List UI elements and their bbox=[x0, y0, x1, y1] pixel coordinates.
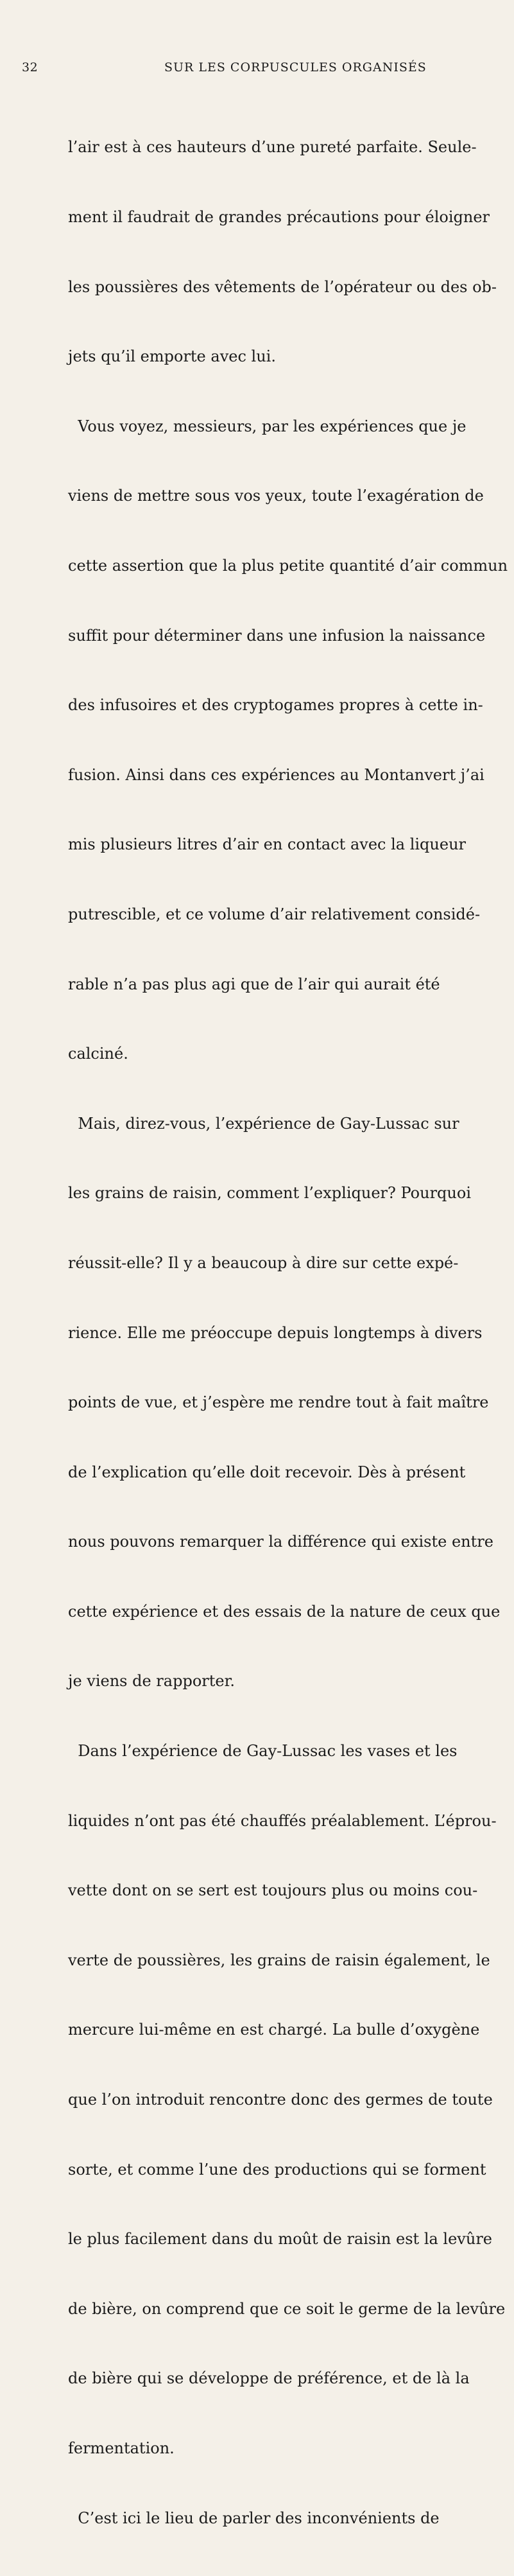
text-line: rience. Elle me préoccupe depuis longtemps à divers bbox=[68, 1323, 483, 1342]
text-line: fusion. Ainsi dans ces expériences au Montanvert j’ai bbox=[68, 765, 484, 784]
text-line: points de vue, et j’espère me rendre tout à fait maître bbox=[68, 1393, 489, 1412]
text-line: le plus facilement dans du moût de raisin est la levûre bbox=[68, 2230, 492, 2249]
text-line: suffit pour déterminer dans une infusion la naissance bbox=[68, 626, 486, 645]
text-line: putrescible, et ce volume d’air relativement considé- bbox=[68, 905, 481, 923]
body-text bbox=[68, 89, 508, 2576]
text-line: de bière, on comprend que ce soit le germe de la levûre bbox=[68, 2299, 506, 2318]
text-line: liquides n’ont pas été chauffés préalablement. L’éprou- bbox=[68, 1811, 497, 1830]
text-line: des infusoires et des cryptogames propres à cette in- bbox=[68, 696, 483, 715]
text-line: réussit-elle? Il y a beaucoup à dire sur cette expé- bbox=[68, 1253, 459, 1272]
text-line: jets qu’il emporte avec lui. bbox=[68, 347, 276, 366]
text-line: je viens de rapporter. bbox=[68, 1672, 236, 1691]
text-line: Vous voyez, messieurs, par les expériences que je bbox=[68, 417, 467, 435]
text-line: mis plusieurs litres d’air en contact avec la liqueur bbox=[68, 835, 467, 854]
running-header bbox=[18, 60, 496, 78]
text-line: Mais, direz-vous, l’expérience de Gay-Lussac sur bbox=[68, 1114, 459, 1133]
text-line: de bière qui se développe de préférence, et de là la bbox=[68, 2369, 470, 2388]
text-line: C’est ici le lieu de parler des inconvénients de bbox=[68, 2509, 440, 2527]
page-number: 32 bbox=[22, 60, 39, 74]
text-line: cette assertion que la plus petite quantité d’air commun bbox=[68, 556, 508, 575]
text-line: vette dont on se sert est toujours plus ou moins cou- bbox=[68, 1881, 478, 1900]
text-line: mercure lui-même en est chargé. La bulle d’oxygène bbox=[68, 2021, 480, 2039]
text-line: calciné. bbox=[68, 1045, 128, 1063]
text-line: les grains de raisin, comment l’expliquer? Pourquoi bbox=[68, 1184, 471, 1203]
text-line: sorte, et comme l’une des productions qui se forment bbox=[68, 2160, 486, 2179]
text-line: cette expérience et des essais de la nature de ceux que bbox=[68, 1602, 501, 1621]
text-line: de l’explication qu’elle doit recevoir. Dès à présent bbox=[68, 1463, 466, 1481]
running-title: SUR LES CORPUSCULES ORGANISÉS bbox=[164, 60, 427, 74]
text-line: que l’on introduit rencontre donc des germes de toute bbox=[68, 2091, 493, 2109]
text-line: l’air est à ces hauteurs d’une pureté parfaite. Seule- bbox=[68, 138, 477, 157]
text-line: verte de poussières, les grains de raisin également, le bbox=[68, 1951, 490, 1969]
text-line: Dans l’expérience de Gay-Lussac les vases et les bbox=[68, 1742, 458, 1761]
text-line: nous pouvons remarquer la différence qui existe entre bbox=[68, 1533, 493, 1551]
text-line: viens de mettre sous vos yeux, toute l’exagération de bbox=[68, 487, 484, 505]
text-line: rable n’a pas plus agi que de l’air qui aurait été bbox=[68, 975, 440, 993]
text-line: ment il faudrait de grandes précautions pour éloigner bbox=[68, 208, 490, 226]
text-line: les poussières des vêtements de l’opérateur ou des ob- bbox=[68, 277, 497, 296]
text-line: fermentation. bbox=[68, 2439, 175, 2457]
